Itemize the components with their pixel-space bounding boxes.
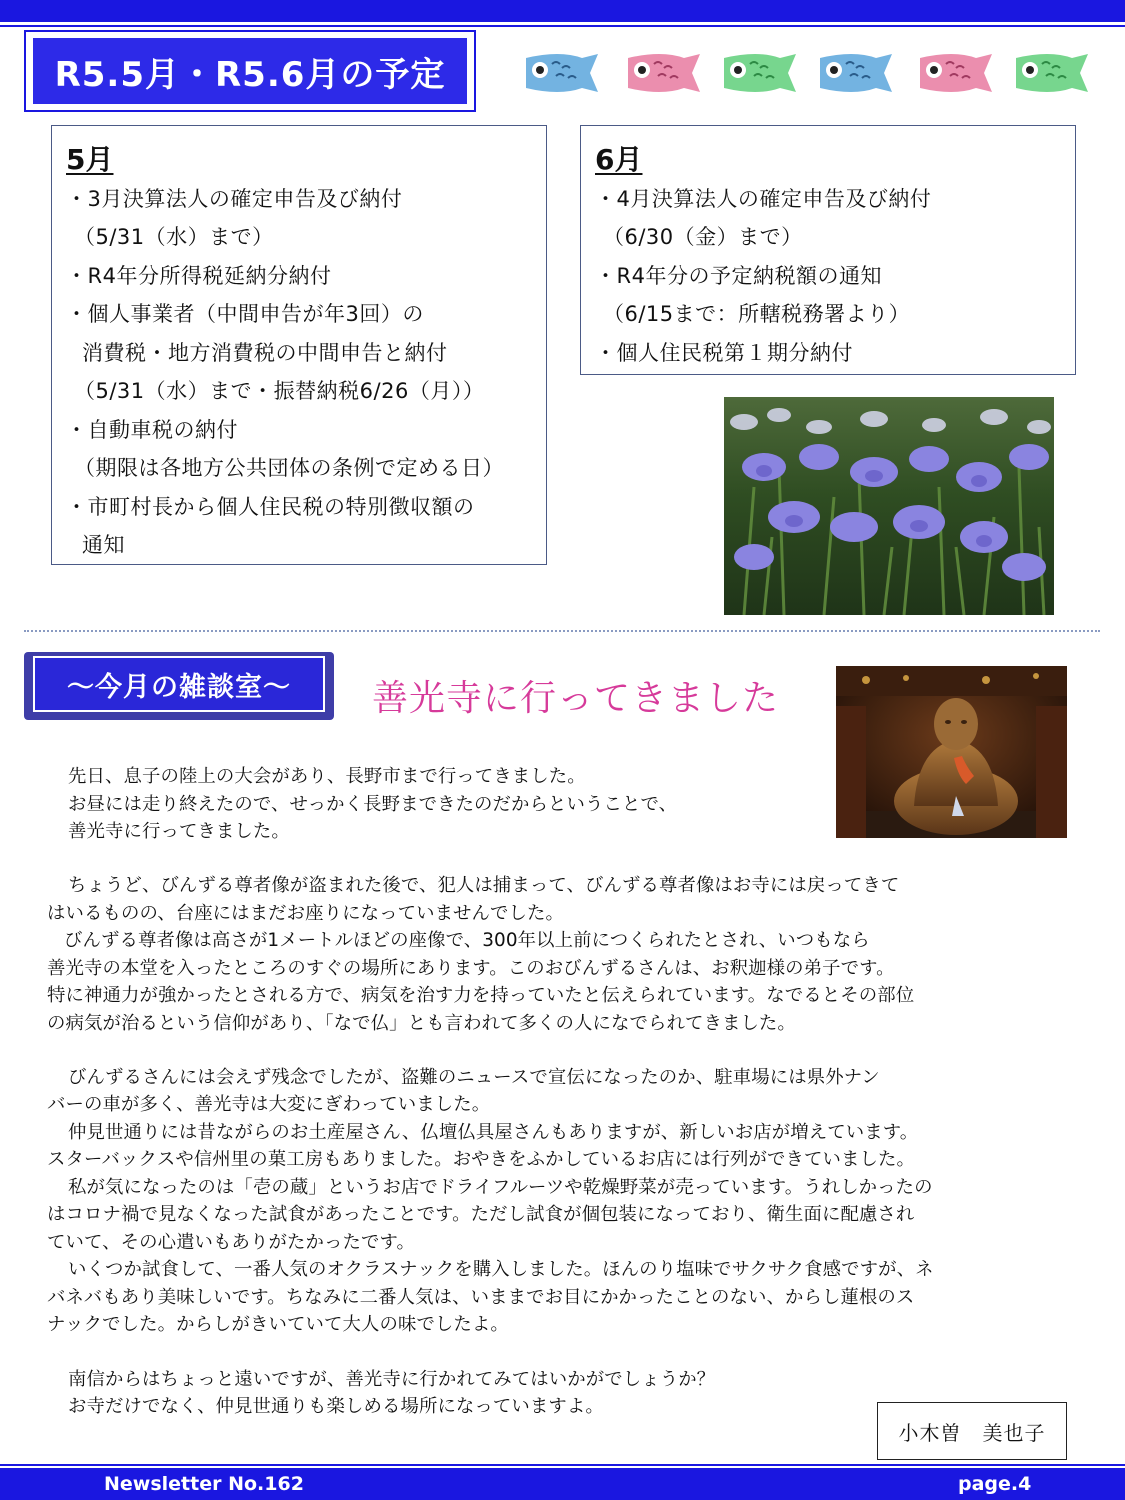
article-line: 善光寺に行ってきました。: [68, 821, 290, 842]
june-item: （6/30（金）まで）: [603, 225, 803, 249]
article-line: ていて、その心遣いもありがたかったです。: [47, 1232, 415, 1253]
may-item: 消費税・地方消費税の中間申告と納付: [82, 341, 448, 365]
june-item: ・R4年分の予定納税額の通知: [595, 264, 882, 288]
article-line: びんずるさんには会えず残念でしたが、盗難のニュースで宣伝になったのか、駐車場には県外ナン: [68, 1067, 880, 1088]
may-item: （5/31（水）まで・振替納税6/26（月））: [74, 379, 485, 403]
article-line: 先日、息子の陸上の大会があり、長野市まで行ってきました。: [68, 766, 586, 787]
top-rule: [0, 25, 1125, 27]
may-item: 通知: [82, 533, 125, 557]
chat-room-label: ～今月の雑談室～: [33, 656, 325, 712]
carp-streamer-icon: [914, 50, 994, 96]
article-title: 善光寺に行ってきました: [372, 678, 780, 719]
binzuru-statue-photo: [836, 666, 1067, 838]
may-item: ・市町村長から個人住民税の特別徴収額の: [66, 495, 475, 519]
carp-streamer-icon: [814, 50, 894, 96]
article-line: 特に神通力が強かったとされる方で、病気を治す力を持っていたと伝えられています。なでるとその部位: [47, 985, 915, 1006]
newsletter-number: Newsletter No.162: [104, 1473, 304, 1495]
article-line: バーの車が多く、善光寺は大変にぎわっていました。: [47, 1094, 491, 1115]
may-item: （5/31（水）まで）: [74, 225, 274, 249]
may-heading: 5月: [66, 143, 114, 176]
may-item: ・R4年分所得税延納分納付: [66, 264, 332, 288]
article-line: 仲見世通りには昔ながらのお土産屋さん、仏壇仏具屋さんもありますが、新しいお店が増えています。: [68, 1122, 919, 1143]
page-number: page.4: [958, 1473, 1032, 1495]
article-line: 私が気になったのは「壱の蔵」というお店でドライフルーツや乾燥野菜が売っています。うれしかったの: [68, 1177, 933, 1198]
carp-streamer-icon: [1010, 50, 1090, 96]
may-item: ・3月決算法人の確定申告及び納付: [66, 187, 403, 211]
article-line: 南信からはちょっと遠いですが、善光寺に行かれてみてはいかがでしょうか？: [68, 1369, 716, 1390]
article-line: いくつか試食して、一番人気のオクラスナックを購入しました。ほんのり塩味でサクサク食感ですが、ネ: [68, 1259, 934, 1280]
section-divider: [24, 630, 1100, 632]
may-item: ・個人事業者（中間申告が年3回）の: [66, 302, 424, 326]
june-schedule-box: [580, 125, 1076, 375]
author-name: 小木曽 美也子: [877, 1402, 1067, 1460]
carp-streamer-icon: [520, 50, 600, 96]
june-item: ・4月決算法人の確定申告及び納付: [595, 187, 932, 211]
top-bar: [0, 0, 1125, 22]
article-line: お昼には走り終えたので、せっかく長野まできたのだからということで、: [68, 794, 678, 815]
article-line: 善光寺の本堂を入ったところのすぐの場所にあります。このおびんずるさんは、お釈迦様の弟子です。: [47, 958, 895, 979]
june-item: （6/15まで：所轄税務署より）: [603, 302, 911, 326]
article-line: お寺だけでなく、仲見世通りも楽しめる場所になっていますよ。: [68, 1396, 604, 1417]
carp-streamer-icon: [718, 50, 798, 96]
footer-rule: [0, 1464, 1125, 1466]
article-line: びんずる尊者像は高さが1メートルほどの座像で、300年以上前につくられたとされ、いつもなら: [64, 930, 870, 951]
article-line: バネバもあり美味しいです。ちなみに二番人気は、いままでお目にかかったことのない、からし蓮根のス: [47, 1287, 915, 1308]
article-line: ナックでした。からしがきいていて大人の味でしたよ。: [47, 1314, 509, 1335]
may-item: ・自動車税の納付: [66, 418, 238, 442]
article-line: はいるものの、台座にはまだお座りになっていませんでした。: [47, 903, 565, 924]
article-line: ちょうど、びんずる尊者像が盗まれた後で、犯人は捕まって、びんずる尊者像はお寺には戻ってきて: [68, 875, 900, 896]
carp-streamer-icon: [622, 50, 702, 96]
article-line: はコロナ禍で見なくなった試食があったことです。ただし試食が個包装になっており、衛生面に配慮され: [47, 1204, 915, 1225]
article-line: の病気が治るという信仰があり、「なで仏」とも言われて多くの人になでられてきました。: [47, 1013, 796, 1034]
june-heading: 6月: [595, 143, 643, 176]
may-item: （期限は各地方公共団体の条例で定める日）: [74, 456, 504, 480]
may-schedule-box: [51, 125, 547, 565]
article-line: スターバックスや信州里の菓工房もありました。おやきをふかしているお店には行列ができていました。: [47, 1149, 915, 1170]
june-item: ・個人住民税第１期分納付: [595, 341, 853, 365]
page-title: R5.5月・R5.6月の予定: [33, 38, 467, 104]
iris-flower-photo: [724, 397, 1054, 615]
